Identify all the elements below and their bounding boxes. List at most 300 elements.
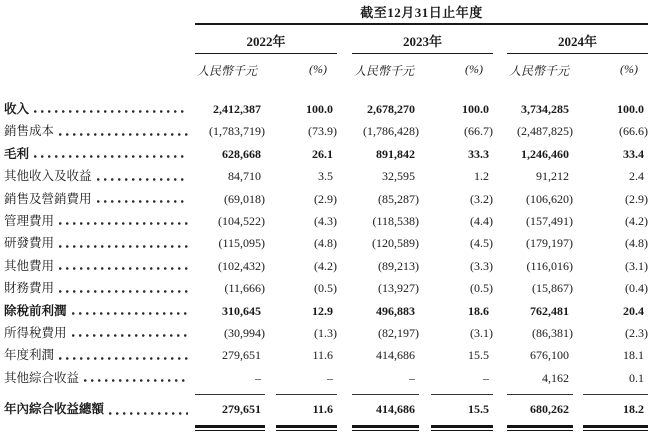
cell-value: (85,287) <box>378 191 419 206</box>
amount-cell <box>507 98 573 120</box>
percent-cell <box>276 344 337 366</box>
row-label-cell <box>4 300 195 322</box>
cell-value: 3.5 <box>318 169 333 184</box>
table-row <box>4 344 660 366</box>
row-label-cell <box>4 188 195 210</box>
percent-cell <box>431 98 493 120</box>
rule-segment <box>195 389 265 395</box>
cell-value: 100.0 <box>306 102 333 116</box>
amount-cell <box>352 255 419 277</box>
column-gap <box>419 232 431 254</box>
dot-leader <box>72 334 188 337</box>
table-title: 截至12月31日止年度 <box>360 5 483 20</box>
cell-value: (120,589) <box>372 236 419 251</box>
amount-cell <box>507 396 573 422</box>
cell-value: 18.6 <box>468 303 489 318</box>
table-row <box>4 322 660 344</box>
cell-value: (0.4) <box>625 281 648 296</box>
percent-cell <box>583 165 648 187</box>
percent-cell <box>431 396 493 422</box>
cell-value: 15.5 <box>468 402 489 417</box>
row-label-cell <box>4 143 195 165</box>
percent-cell <box>276 255 337 277</box>
amount-cell <box>195 188 265 210</box>
amount-cell <box>195 367 265 389</box>
cell-value: (82,197) <box>378 326 419 341</box>
column-gap <box>265 98 276 120</box>
row-label: 管理費用 <box>4 214 55 229</box>
cell-value: (86,381) <box>532 326 573 341</box>
cell-value: (157,491) <box>526 214 573 229</box>
cell-value: 2,678,270 <box>367 102 415 116</box>
row-label-cell <box>4 396 195 422</box>
rule-segment <box>276 425 337 431</box>
header-spacer <box>4 4 195 79</box>
percent-label: (%) <box>309 62 327 76</box>
amount-cell <box>507 143 573 165</box>
column-gap <box>265 188 276 210</box>
column-gap <box>573 425 583 431</box>
rule-segment <box>507 389 573 395</box>
dot-leader <box>72 312 188 315</box>
row-label-cell <box>4 98 195 120</box>
cell-value: 310,645 <box>222 303 261 318</box>
row-label-cell <box>4 232 195 254</box>
rule-label-spacer <box>4 389 195 395</box>
table-row <box>4 300 660 322</box>
percent-cell <box>583 143 648 165</box>
row-label: 研發費用 <box>4 236 55 251</box>
column-gap <box>265 367 276 389</box>
row-label-cell <box>4 344 195 366</box>
amount-cell <box>507 165 573 187</box>
percent-cell <box>583 188 648 210</box>
column-gap <box>337 344 352 366</box>
column-gap <box>573 98 583 120</box>
column-gap <box>419 344 431 366</box>
column-gap <box>573 143 583 165</box>
row-label: 其他費用 <box>4 258 55 273</box>
amount-cell <box>352 277 419 299</box>
amount-cell <box>507 120 573 142</box>
column-gap <box>419 143 431 165</box>
column-gap <box>265 344 276 366</box>
amount-cell <box>507 232 573 254</box>
percent-cell <box>276 165 337 187</box>
column-gap <box>573 232 583 254</box>
amount-cell <box>352 165 419 187</box>
amount-cell <box>352 322 419 344</box>
row-label: 其他收入及收益 <box>4 169 92 184</box>
dot-leader <box>97 200 188 203</box>
column-gap <box>493 322 507 344</box>
year-header-2024: 2024年 <box>507 25 648 54</box>
cell-value: 762,481 <box>530 303 569 318</box>
dot-leader <box>109 412 188 415</box>
dot-leader <box>59 290 188 293</box>
amount-cell <box>507 255 573 277</box>
cell-value: – <box>255 370 261 385</box>
column-gap <box>265 277 276 299</box>
year-header-row <box>195 25 648 54</box>
rule-segment <box>352 425 419 431</box>
column-gap <box>265 232 276 254</box>
unit-label: 人民幣千元 <box>197 64 258 78</box>
cell-value: 414,686 <box>376 402 415 417</box>
row-label-cell <box>4 165 195 187</box>
row-label: 年內綜合收益總額 <box>4 402 105 417</box>
percent-cell <box>431 277 493 299</box>
column-gap <box>493 425 507 431</box>
column-gap <box>265 255 276 277</box>
cell-value: (4.8) <box>314 236 337 251</box>
row-label-cell <box>4 277 195 299</box>
cell-value: (3.3) <box>470 258 493 273</box>
cell-value: 33.4 <box>623 146 644 161</box>
percent-cell <box>583 300 648 322</box>
table-row <box>4 277 660 299</box>
amount-cell <box>507 322 573 344</box>
cell-value: 18.2 <box>623 402 644 417</box>
column-gap <box>573 389 583 395</box>
column-gap <box>337 255 352 277</box>
column-gap <box>493 232 507 254</box>
percent-cell <box>276 98 337 120</box>
percent-cell <box>583 277 648 299</box>
cell-value: (4.5) <box>470 236 493 251</box>
cell-value: 496,883 <box>376 303 415 318</box>
column-separator-rule <box>4 389 660 395</box>
percent-cell <box>276 143 337 165</box>
header-columns-area <box>195 4 648 79</box>
cell-value: (4.4) <box>470 214 493 229</box>
percent-cell <box>583 367 648 389</box>
row-label-cell <box>4 322 195 344</box>
row-label: 其他綜合收益 <box>4 370 80 385</box>
column-gap <box>337 98 352 120</box>
cell-value: (106,620) <box>526 191 573 206</box>
column-gap <box>337 210 352 232</box>
table-row <box>4 188 660 210</box>
column-gap <box>419 396 431 422</box>
amount-cell <box>195 300 265 322</box>
column-gap <box>265 120 276 142</box>
cell-value: (118,538) <box>372 214 419 229</box>
percent-cell <box>431 143 493 165</box>
row-label: 除稅前利潤 <box>4 303 67 318</box>
column-gap <box>265 425 276 431</box>
rule-segment <box>276 389 337 395</box>
percent-cell <box>583 255 648 277</box>
column-gap <box>265 143 276 165</box>
cell-value: (2.3) <box>625 326 648 341</box>
cell-value: (30,994) <box>224 326 265 341</box>
dot-leader <box>59 133 188 136</box>
column-gap <box>493 210 507 232</box>
rule-segment <box>352 389 419 395</box>
percent-cell <box>276 232 337 254</box>
dot-leader <box>34 155 188 158</box>
amount-cell <box>352 367 419 389</box>
cell-value: (3.2) <box>470 191 493 206</box>
cell-value: (4.2) <box>625 214 648 229</box>
percent-cell <box>276 322 337 344</box>
cell-value: 100.0 <box>462 102 489 116</box>
dot-leader <box>97 178 188 181</box>
column-gap <box>419 367 431 389</box>
cell-value: (73.9) <box>308 124 337 139</box>
amount-cell <box>195 322 265 344</box>
cell-value: (4.3) <box>314 214 337 229</box>
rule-segment <box>583 389 648 395</box>
cell-value: 2,412,387 <box>213 102 261 116</box>
cell-value: (179,197) <box>526 236 573 251</box>
cell-value: (115,095) <box>218 236 265 251</box>
table-header <box>4 4 660 79</box>
amount-cell <box>352 188 419 210</box>
table-row <box>4 165 660 187</box>
percent-cell <box>276 300 337 322</box>
cell-value: (15,867) <box>532 281 573 296</box>
rule-segment <box>507 425 573 431</box>
dot-leader <box>59 267 188 270</box>
column-gap <box>337 165 352 187</box>
amount-cell <box>195 120 265 142</box>
cell-value: 676,100 <box>530 348 569 363</box>
table-row <box>4 396 660 422</box>
cell-value: (1,783,719) <box>209 124 265 139</box>
amount-cell <box>352 396 419 422</box>
dot-leader <box>59 357 188 360</box>
column-gap <box>337 277 352 299</box>
amount-cell <box>352 232 419 254</box>
table-row <box>4 143 660 165</box>
amount-cell <box>195 396 265 422</box>
column-gap <box>573 277 583 299</box>
table-row <box>4 210 660 232</box>
row-label: 年度利潤 <box>4 348 55 363</box>
amount-cell <box>195 165 265 187</box>
row-label-cell <box>4 255 195 277</box>
percent-cell <box>583 396 648 422</box>
unit-header-row <box>195 54 648 79</box>
cell-value: – <box>483 370 489 385</box>
column-gap <box>265 210 276 232</box>
cell-value: 0.1 <box>629 370 644 385</box>
dot-leader <box>84 379 188 382</box>
column-gap <box>493 300 507 322</box>
cell-value: 1,246,460 <box>521 146 569 161</box>
row-label: 財務費用 <box>4 281 55 296</box>
percent-cell <box>276 367 337 389</box>
cell-value: 4,162 <box>542 370 569 385</box>
column-gap <box>493 98 507 120</box>
column-gap <box>493 389 507 395</box>
cell-value: 628,668 <box>222 146 261 161</box>
percent-cell <box>431 232 493 254</box>
column-gap <box>493 396 507 422</box>
column-gap <box>265 165 276 187</box>
rule-segment <box>195 425 265 431</box>
column-gap <box>573 188 583 210</box>
amount-cell <box>507 210 573 232</box>
column-gap <box>419 165 431 187</box>
percent-cell <box>583 210 648 232</box>
row-label: 銷售及營銷費用 <box>4 191 92 206</box>
year-header-2022: 2022年 <box>195 25 337 54</box>
cell-value: (66.7) <box>464 124 493 139</box>
column-gap <box>265 396 276 422</box>
cell-value: (4.8) <box>625 236 648 251</box>
column-gap <box>573 367 583 389</box>
percent-cell <box>583 232 648 254</box>
percent-cell <box>583 98 648 120</box>
rule-segment <box>583 425 648 431</box>
cell-value: 11.6 <box>312 348 333 363</box>
amount-cell <box>507 277 573 299</box>
column-gap <box>419 425 431 431</box>
cell-value: 2.4 <box>629 169 644 184</box>
percent-cell <box>431 322 493 344</box>
cell-value: (3.1) <box>625 258 648 273</box>
percent-cell <box>583 322 648 344</box>
unit-label: 人民幣千元 <box>509 64 570 78</box>
column-gap <box>265 389 276 395</box>
cell-value: (1.3) <box>314 326 337 341</box>
cell-value: 891,842 <box>376 146 415 161</box>
cell-value: (13,927) <box>378 281 419 296</box>
amount-cell <box>352 120 419 142</box>
amount-cell <box>195 98 265 120</box>
cell-value: (104,522) <box>218 214 265 229</box>
column-gap <box>573 344 583 366</box>
amount-cell <box>352 143 419 165</box>
table-row <box>4 367 660 389</box>
cell-value: (2,487,825) <box>517 124 573 139</box>
column-gap <box>337 425 352 431</box>
table-row <box>4 120 660 142</box>
column-gap <box>419 300 431 322</box>
percent-cell <box>583 344 648 366</box>
column-gap <box>573 300 583 322</box>
amount-cell <box>195 277 265 299</box>
cell-value: (3.1) <box>470 326 493 341</box>
column-gap <box>337 232 352 254</box>
cell-value: (2.9) <box>314 191 337 206</box>
column-gap <box>265 300 276 322</box>
column-gap <box>573 120 583 142</box>
amount-cell <box>195 210 265 232</box>
cell-value: 100.0 <box>617 102 644 116</box>
cell-value: (4.2) <box>314 258 337 273</box>
column-gap <box>573 165 583 187</box>
column-gap <box>573 396 583 422</box>
amount-cell <box>507 344 573 366</box>
amount-cell <box>352 300 419 322</box>
column-gap <box>337 188 352 210</box>
table-row <box>4 98 660 120</box>
percent-cell <box>431 165 493 187</box>
column-gap <box>419 389 431 395</box>
table-row <box>4 255 660 277</box>
column-gap <box>265 322 276 344</box>
double-bottom-rule <box>4 425 660 431</box>
percent-cell <box>276 120 337 142</box>
amount-cell <box>195 255 265 277</box>
dot-leader <box>59 245 188 248</box>
column-gap <box>573 255 583 277</box>
row-label-cell <box>4 367 195 389</box>
cell-value: (11,666) <box>224 281 265 296</box>
cell-value: (102,432) <box>218 258 265 273</box>
column-gap <box>419 98 431 120</box>
column-gap <box>337 396 352 422</box>
column-gap <box>419 255 431 277</box>
cell-value: 12.9 <box>312 303 333 318</box>
percent-cell <box>431 367 493 389</box>
row-label: 收入 <box>4 102 30 116</box>
cell-value: 11.6 <box>312 402 333 417</box>
cell-value: 1.2 <box>474 169 489 184</box>
cell-value: 3,734,285 <box>521 102 569 116</box>
percent-cell <box>431 120 493 142</box>
rule-segment <box>431 425 493 431</box>
column-gap <box>419 188 431 210</box>
amount-cell <box>507 188 573 210</box>
amount-cell <box>352 98 419 120</box>
column-gap <box>419 210 431 232</box>
unit-header-2022 <box>195 62 337 79</box>
cell-value: 279,651 <box>222 402 261 417</box>
unit-header-2024 <box>507 62 648 79</box>
row-label-cell <box>4 120 195 142</box>
percent-label: (%) <box>465 62 483 76</box>
unit-label: 人民幣千元 <box>354 64 415 78</box>
percent-cell <box>276 277 337 299</box>
cell-value: – <box>409 370 415 385</box>
cell-value: 20.4 <box>623 303 644 318</box>
cell-value: (0.5) <box>314 281 337 296</box>
amount-cell <box>195 344 265 366</box>
cell-value: 32,595 <box>382 169 415 184</box>
amount-cell <box>507 367 573 389</box>
amount-cell <box>352 210 419 232</box>
column-gap <box>337 120 352 142</box>
table-row <box>4 232 660 254</box>
cell-value: (0.5) <box>470 281 493 296</box>
column-gap <box>337 300 352 322</box>
amount-cell <box>195 143 265 165</box>
column-gap <box>493 188 507 210</box>
column-gap <box>493 255 507 277</box>
cell-value: (2.9) <box>625 191 648 206</box>
column-gap <box>419 120 431 142</box>
column-gap <box>493 277 507 299</box>
cell-value: 26.1 <box>312 146 333 161</box>
percent-cell <box>431 344 493 366</box>
percent-label: (%) <box>620 62 638 76</box>
cell-value: 84,710 <box>228 169 261 184</box>
percent-cell <box>276 210 337 232</box>
column-gap <box>573 210 583 232</box>
cell-value: 18.1 <box>623 348 644 363</box>
cell-value: (116,016) <box>526 258 573 273</box>
unit-header-2023 <box>352 62 493 79</box>
rule-segment <box>431 389 493 395</box>
column-gap <box>573 322 583 344</box>
percent-cell <box>431 300 493 322</box>
dot-leader <box>59 222 188 225</box>
